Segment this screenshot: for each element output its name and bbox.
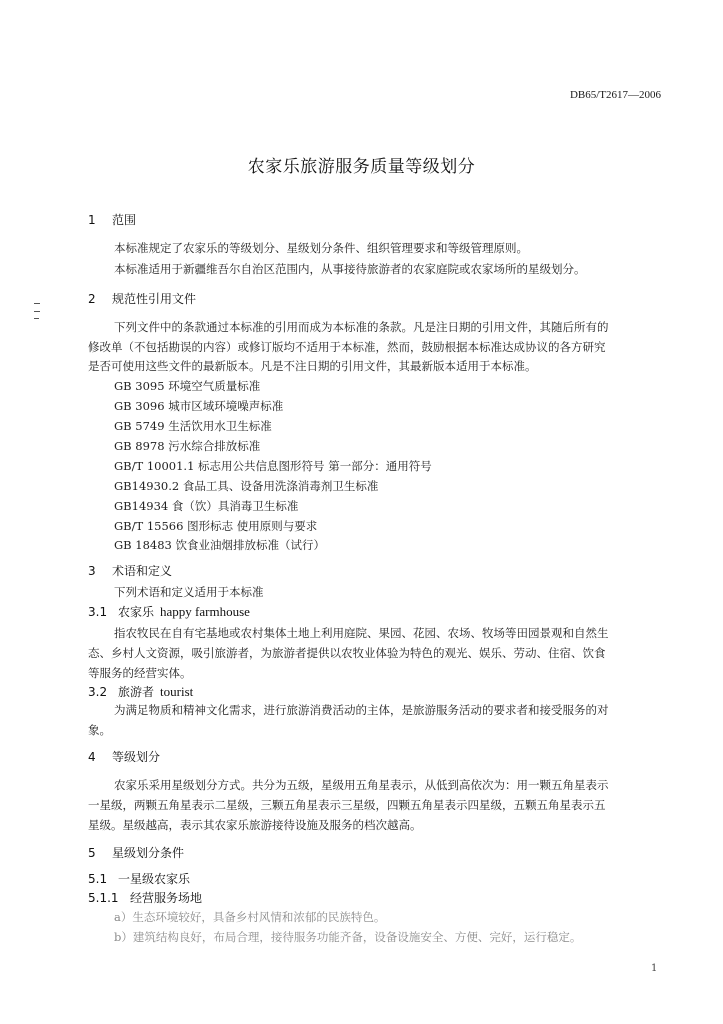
subsection-title: 经营服务场地 — [130, 891, 203, 905]
list-item-b: b）建筑结构良好，布局合理，接待服务功能齐备，设备设施安全、方便、完好，运行稳定。 — [114, 930, 582, 944]
section-2-paragraph-line: 是否可使用这些文件的最新版本。凡是不注日期的引用文件，其最新版本适用于本标准。 — [88, 359, 537, 373]
term-3-1-definition-line: 等服务的经营实体。 — [88, 666, 192, 680]
subsection-title: 一星级农家乐 — [118, 872, 191, 886]
term-3-2-definition-line: 象。 — [88, 723, 111, 737]
section-title: 等级划分 — [112, 750, 161, 764]
term-3-1-definition-line: 指农牧民在自有宅基地或农村集体土地上利用庭院、果园、花园、农场、牧场等田园景观和自然生 — [114, 626, 609, 640]
subsection-number: 5.1.1 — [88, 891, 119, 905]
term-3-1-heading — [88, 603, 250, 620]
reference-item: GB 18483 饮食业油烟排放标准（试行） — [114, 538, 326, 552]
section-2-paragraph-line: 下列文件中的条款通过本标准的引用而成为本标准的条款。凡是注日期的引用文件，其随后所有的 — [114, 320, 609, 334]
reference-item: GB 3095 环境空气质量标准 — [114, 379, 261, 393]
term-english: happy farmhouse — [160, 604, 250, 619]
section-4-paragraph-line: 一星级，两颗五角星表示二星级，三颗五角星表示三星级，四颗五角星表示四星级，五颗五角星表示五 — [88, 798, 606, 812]
scan-mark — [34, 303, 40, 304]
reference-item: GB14930.2 食品工具、设备用洗涤消毒剂卫生标准 — [114, 479, 379, 493]
term-number: 3.2 — [88, 685, 108, 699]
section-4-paragraph-line: 农家乐采用星级划分方式。共分为五级，星级用五角星表示，从低到高依次为：用一颗五角星表示 — [114, 778, 609, 792]
section-number: 3 — [88, 564, 96, 578]
reference-item: GB 5749 生活饮用水卫生标准 — [114, 419, 272, 433]
subsection-5-1-heading — [88, 870, 190, 887]
section-3-intro: 下列术语和定义适用于本标准 — [114, 585, 264, 599]
section-5-heading — [88, 844, 184, 861]
section-number: 4 — [88, 750, 96, 764]
document-title: 农家乐旅游服务质量等级划分 — [247, 157, 476, 177]
reference-item: GB14934 食（饮）具消毒卫生标准 — [114, 499, 299, 513]
reference-item: GB/T 10001.1 标志用公共信息图形符号 第一部分：通用符号 — [114, 459, 432, 473]
subsection-5-1-1-heading — [88, 889, 202, 906]
standard-number: DB65/T2617—2006 — [569, 89, 661, 101]
section-3-heading — [88, 562, 172, 579]
section-1-paragraph-2: 本标准适用于新疆维吾尔自治区范围内，从事接待旅游者的农家庭院或农家场所的星级划分。 — [114, 262, 586, 276]
section-number: 2 — [88, 292, 96, 306]
section-number: 5 — [88, 846, 96, 860]
term-3-1-definition-line: 态、乡村人文资源，吸引旅游者，为旅游者提供以农牧业体验为特色的观光、娱乐、劳动、住宿、饮食 — [88, 646, 606, 660]
term-name: 旅游者 — [118, 685, 155, 699]
subsection-number: 5.1 — [88, 872, 108, 886]
section-1-heading — [88, 211, 136, 228]
section-2-paragraph-line: 修改单（不包括勘误的内容）或修订版均不适用于本标准，然而，鼓励根据本标准达成协议的各方研究 — [88, 340, 606, 354]
section-4-paragraph-line: 星级。星级越高，表示其农家乐旅游接待设施及服务的档次越高。 — [88, 818, 422, 832]
reference-item: GB 8978 污水综合排放标准 — [114, 439, 261, 453]
section-1-paragraph-1: 本标准规定了农家乐的等级划分、星级划分条件、组织管理要求和等级管理原则。 — [114, 241, 528, 255]
section-number: 1 — [88, 213, 96, 227]
section-title: 范围 — [112, 213, 137, 227]
reference-item: GB/T 15566 图形标志 使用原则与要求 — [114, 519, 318, 533]
section-title: 术语和定义 — [112, 564, 173, 578]
section-4-heading — [88, 748, 160, 765]
section-2-heading — [88, 290, 196, 307]
list-item-a: a）生态环境较好，具备乡村风情和浓郁的民族特色。 — [114, 910, 386, 924]
section-title: 星级划分条件 — [112, 846, 185, 860]
page-number: 1 — [651, 963, 658, 974]
scan-mark — [34, 311, 40, 312]
term-name: 农家乐 — [118, 605, 155, 619]
term-english: tourist — [160, 684, 194, 699]
reference-item: GB 3096 城市区域环境噪声标准 — [114, 399, 284, 413]
scan-mark — [34, 318, 39, 319]
term-number: 3.1 — [88, 605, 108, 619]
term-3-2-heading — [88, 683, 193, 700]
section-title: 规范性引用文件 — [112, 292, 197, 306]
term-3-2-definition-line: 为满足物质和精神文化需求，进行旅游消费活动的主体，是旅游服务活动的要求者和接受服务的对 — [114, 703, 609, 717]
